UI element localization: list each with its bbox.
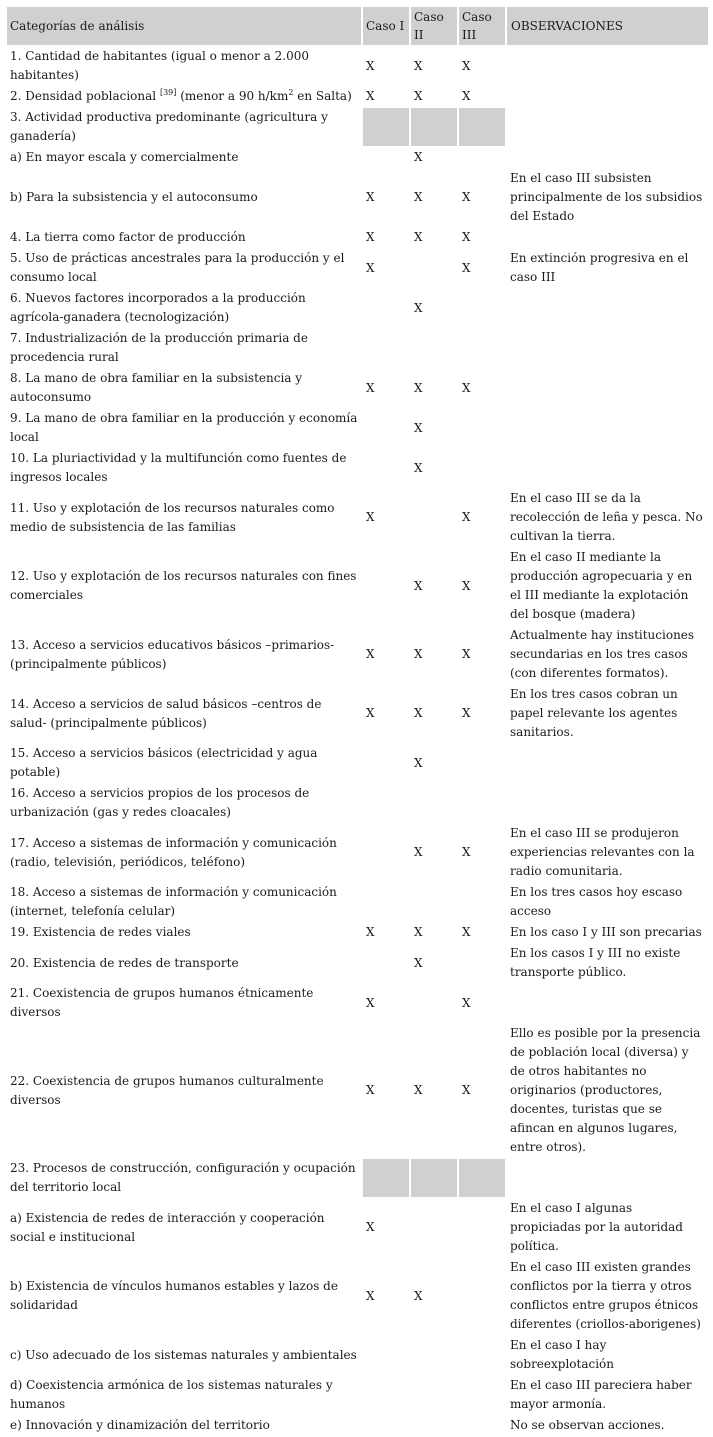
category-cell: 22. Coexistencia de grupos humanos culturalmente diversos: [10, 1073, 324, 1107]
observations-cell: En los tres casos cobran un papel relevante los agentes sanitarios.: [510, 687, 678, 739]
case-1-cell: X: [366, 995, 375, 1010]
observations-cell: En el caso I hay sobreexplotación: [510, 1338, 615, 1371]
case-1-cell: [363, 1336, 409, 1374]
case-1-cell: [363, 148, 409, 167]
case-3-cell: [459, 784, 505, 822]
category-cell: 15. Acceso a servicios básicos (electricidad y agua potable): [10, 746, 318, 779]
table-row: [7, 883, 708, 921]
table-row: [7, 548, 708, 624]
table-row: [7, 1159, 708, 1197]
case-2-cell: X: [414, 460, 423, 475]
case-1-cell: [363, 1416, 409, 1435]
table-row: [7, 685, 708, 742]
observations-cell: [507, 148, 708, 167]
category-cell: 1. Cantidad de habitantes (igual o menor a 2.000 habitantes): [10, 49, 310, 82]
case-2-cell: [411, 1199, 457, 1256]
case-1-cell: [363, 744, 409, 782]
table-row: [7, 289, 708, 327]
case-2-cell: X: [414, 925, 423, 939]
case-1-cell: X: [366, 647, 375, 661]
category-cell: 3. Actividad productiva predominante (agricultura y ganadería): [10, 110, 328, 143]
header-observations: OBSERVACIONES: [507, 7, 708, 45]
case-3-cell: X: [462, 995, 471, 1010]
case-2-cell: [411, 1376, 457, 1414]
case-3-cell: X: [462, 230, 471, 244]
table-row: [7, 87, 708, 106]
case-3-cell: [459, 1199, 505, 1256]
case-3-cell: X: [462, 647, 471, 661]
case-2-cell: X: [414, 955, 423, 970]
category-cell: 16. Acceso a servicios propios de los procesos de urbanización (gas y redes cloacales): [10, 786, 310, 819]
case-3-cell: [459, 1416, 505, 1435]
case-2-cell: [411, 784, 457, 822]
header-row: [7, 7, 708, 45]
category-cell: [7, 87, 361, 106]
case-1-cell: [363, 883, 409, 921]
category-cell: c) Uso adecuado de los sistemas naturales y ambientales: [10, 1347, 357, 1362]
header-case-2: Caso II: [411, 7, 457, 45]
observations-cell: [507, 984, 708, 1022]
observations-cell: En el caso III se da la recolección de leña y pesca. No cultivan la tierra.: [510, 491, 703, 543]
case-2-cell: [411, 883, 457, 921]
header-case-1: Caso I: [363, 7, 409, 45]
observations-cell: En el caso III se produjeron experiencias relevantes con la radio comunitaria.: [510, 826, 695, 878]
case-2-cell: [411, 108, 457, 146]
category-cell: 5. Uso de prácticas ancestrales para la producción y el consumo local: [10, 251, 345, 284]
category-text: en Salta): [293, 89, 352, 103]
case-1-cell: X: [366, 1288, 375, 1303]
case-3-cell: X: [462, 925, 471, 939]
case-2-cell: X: [414, 845, 423, 859]
case-1-cell: X: [366, 260, 375, 275]
case-2-cell: [411, 329, 457, 367]
category-cell: 7. Industrialización de la producción primaria de procedencia rural: [10, 331, 308, 364]
case-3-cell: [459, 1258, 505, 1334]
category-cell: 14. Acceso a servicios de salud básicos –centros de salud- (principalmente públicos): [10, 696, 322, 730]
header-case-3: Caso III: [459, 7, 505, 45]
case-2-cell: [411, 1336, 457, 1374]
table-body: [7, 47, 708, 1435]
table-row: [7, 329, 708, 367]
case-3-cell: [459, 409, 505, 447]
table-row: [7, 1258, 708, 1334]
case-2-cell: X: [414, 647, 423, 661]
case-3-cell: [459, 289, 505, 327]
case-1-cell: [363, 1376, 409, 1414]
case-2-cell: [411, 1159, 457, 1197]
case-1-cell: X: [366, 190, 375, 204]
category-cell: b) Para la subsistencia y el autoconsumo: [10, 190, 258, 204]
case-1-cell: X: [366, 1220, 375, 1234]
observations-cell: En los caso I y III son precarias: [510, 925, 702, 939]
observations-cell: En el caso III existen grandes conflictos por la tierra y otros conflictos entre grupos étnicos diferentes (criollos-aborigenes): [510, 1260, 701, 1331]
case-2-cell: X: [414, 1083, 423, 1097]
observations-cell: [507, 369, 708, 407]
observations-cell: En el caso I algunas propiciadas por la autoridad política.: [510, 1201, 683, 1253]
case-1-cell: X: [366, 1083, 375, 1097]
case-1-cell: [363, 449, 409, 487]
case-2-cell: X: [414, 1288, 423, 1303]
case-3-cell: [459, 108, 505, 146]
case-1-cell: [363, 944, 409, 982]
table-row: [7, 923, 708, 942]
case-3-cell: X: [462, 510, 471, 524]
case-3-cell: X: [462, 58, 471, 73]
table-row: [7, 944, 708, 982]
observations-cell: En el caso III pareciera haber mayor armonía.: [510, 1378, 692, 1411]
case-1-cell: X: [366, 706, 375, 720]
case-3-cell: [459, 148, 505, 167]
case-3-cell: X: [462, 706, 471, 720]
category-cell: a) En mayor escala y comercialmente: [10, 150, 239, 164]
table-row: [7, 1416, 708, 1435]
table-row: [7, 409, 708, 447]
case-3-cell: X: [462, 1083, 471, 1097]
observations-cell: En el caso II mediante la producción agropecuaria y en el III mediante la explotación del bosque (madera): [510, 550, 693, 621]
category-cell: 17. Acceso a sistemas de información y comunicación (radio, televisión, periódicos, teléfono): [10, 835, 337, 869]
category-cell: 9. La mano de obra familiar en la producción y economía local: [10, 411, 358, 444]
case-2-cell: [411, 249, 457, 287]
category-superscript: [39]: [159, 88, 177, 97]
case-3-cell: X: [462, 190, 471, 204]
header-categories: Categorías de análisis: [7, 7, 361, 45]
observations-cell: En los casos I y III no existe transporte público.: [510, 946, 681, 979]
case-3-cell: [459, 329, 505, 367]
observations-cell: [507, 409, 708, 447]
table-row: [7, 249, 708, 287]
category-cell: d) Coexistencia armónica de los sistemas naturales y humanos: [10, 1378, 333, 1411]
table-row: [7, 108, 708, 146]
category-cell: 13. Acceso a servicios educativos básicos –primarios- (principalmente públicos): [10, 637, 335, 671]
category-cell: 4. La tierra como factor de producción: [10, 230, 246, 244]
case-1-cell: X: [366, 230, 375, 244]
case-2-cell: X: [414, 150, 423, 164]
case-2-cell: X: [414, 706, 423, 720]
observations-cell: [507, 228, 708, 247]
observations-cell: No se observan acciones.: [510, 1418, 665, 1432]
case-2-cell: X: [414, 190, 423, 204]
observations-cell: [507, 744, 708, 782]
table-row: [7, 1376, 708, 1414]
case-3-cell: X: [462, 380, 471, 395]
observations-cell: [507, 784, 708, 822]
table-row: [7, 228, 708, 247]
case-3-cell: [459, 883, 505, 921]
case-3-cell: X: [462, 260, 471, 275]
case-2-cell: X: [414, 230, 423, 244]
case-2-cell: X: [414, 89, 423, 103]
case-1-cell: [363, 409, 409, 447]
case-1-cell: [363, 329, 409, 367]
category-cell: 8. La mano de obra familiar en la subsistencia y autoconsumo: [10, 371, 303, 404]
category-superscript: 2: [288, 88, 294, 97]
observations-cell: Actualmente hay instituciones secundarias en los tres casos (con diferentes formatos).: [510, 628, 695, 680]
category-cell: 18. Acceso a sistemas de información y comunicación (internet, telefonía celular): [10, 885, 337, 918]
table-row: [7, 626, 708, 683]
case-2-cell: X: [414, 300, 423, 315]
observations-cell: En extinción progresiva en el caso III: [510, 251, 689, 284]
analysis-table: [5, 5, 710, 1437]
case-1-cell: X: [366, 89, 375, 103]
case-1-cell: [363, 1159, 409, 1197]
case-2-cell: [411, 489, 457, 546]
case-3-cell: [459, 744, 505, 782]
observations-cell: [507, 87, 708, 106]
table-row: [7, 449, 708, 487]
observations-cell: [507, 47, 708, 85]
category-cell: b) Existencia de vínculos humanos estables y lazos de solidaridad: [10, 1279, 338, 1312]
category-cell: 20. Existencia de redes de transporte: [10, 955, 239, 970]
case-1-cell: X: [366, 510, 375, 524]
observations-cell: [507, 1159, 708, 1197]
table-row: [7, 784, 708, 822]
case-1-cell: [363, 824, 409, 881]
case-1-cell: [363, 289, 409, 327]
category-cell: 11. Uso y explotación de los recursos naturales como medio de subsistencia de las familias: [10, 500, 335, 534]
table-row: [7, 1024, 708, 1157]
case-3-cell: [459, 1336, 505, 1374]
case-2-cell: X: [414, 578, 423, 593]
observations-cell: [507, 108, 708, 146]
observations-cell: En el caso III subsisten principalmente de los subsidios del Estado: [510, 171, 703, 223]
case-2-cell: X: [414, 58, 423, 73]
table-row: [7, 984, 708, 1022]
case-1-cell: [363, 784, 409, 822]
table-row: [7, 824, 708, 881]
category-cell: a) Existencia de redes de interacción y cooperación social e institucional: [10, 1210, 325, 1244]
case-3-cell: [459, 944, 505, 982]
category-cell: 10. La pluriactividad y la multifunción como fuentes de ingresos locales: [10, 451, 347, 484]
case-3-cell: [459, 1376, 505, 1414]
case-1-cell: [363, 108, 409, 146]
category-cell: 21. Coexistencia de grupos humanos étnicamente diversos: [10, 986, 314, 1019]
category-text: 2. Densidad poblacional: [10, 89, 160, 103]
case-1-cell: X: [366, 380, 375, 395]
case-1-cell: X: [366, 925, 375, 939]
observations-cell: [507, 449, 708, 487]
case-2-cell: X: [414, 755, 423, 770]
table-row: [7, 1199, 708, 1256]
case-1-cell: X: [366, 58, 375, 73]
table-row: [7, 744, 708, 782]
table-row: [7, 169, 708, 226]
observations-cell: [507, 289, 708, 327]
observations-cell: [507, 329, 708, 367]
case-1-cell: [363, 548, 409, 624]
category-cell: 19. Existencia de redes viales: [10, 925, 191, 939]
case-2-cell: [411, 984, 457, 1022]
table-row: [7, 1336, 708, 1374]
case-3-cell: [459, 1159, 505, 1197]
category-cell: 23. Procesos de construcción, configuración y ocupación del territorio local: [10, 1161, 356, 1194]
case-3-cell: X: [462, 845, 471, 859]
category-cell: 12. Uso y explotación de los recursos naturales con fines comerciales: [10, 569, 357, 602]
category-cell: e) Innovación y dinamización del territorio: [10, 1418, 270, 1432]
case-2-cell: [411, 1416, 457, 1435]
case-2-cell: X: [414, 420, 423, 435]
case-3-cell: X: [462, 578, 471, 593]
observations-cell: Ello es posible por la presencia de población local (diversa) y de otros habitantes no originarios (productores, docentes, turistas que se afincan en algunos lugares, entre otros).: [510, 1026, 701, 1154]
case-2-cell: X: [414, 380, 423, 395]
category-cell: 6. Nuevos factores incorporados a la producción agrícola-ganadera (tecnologización): [10, 291, 306, 324]
category-text: (menor a 90 h/km: [176, 89, 289, 103]
table-header: [7, 7, 708, 45]
table-row: [7, 489, 708, 546]
case-3-cell: [459, 449, 505, 487]
case-3-cell: X: [462, 89, 471, 103]
observations-cell: En los tres casos hoy escaso acceso: [510, 885, 683, 918]
table-row: [7, 148, 708, 167]
table-row: [7, 47, 708, 85]
table-row: [7, 369, 708, 407]
